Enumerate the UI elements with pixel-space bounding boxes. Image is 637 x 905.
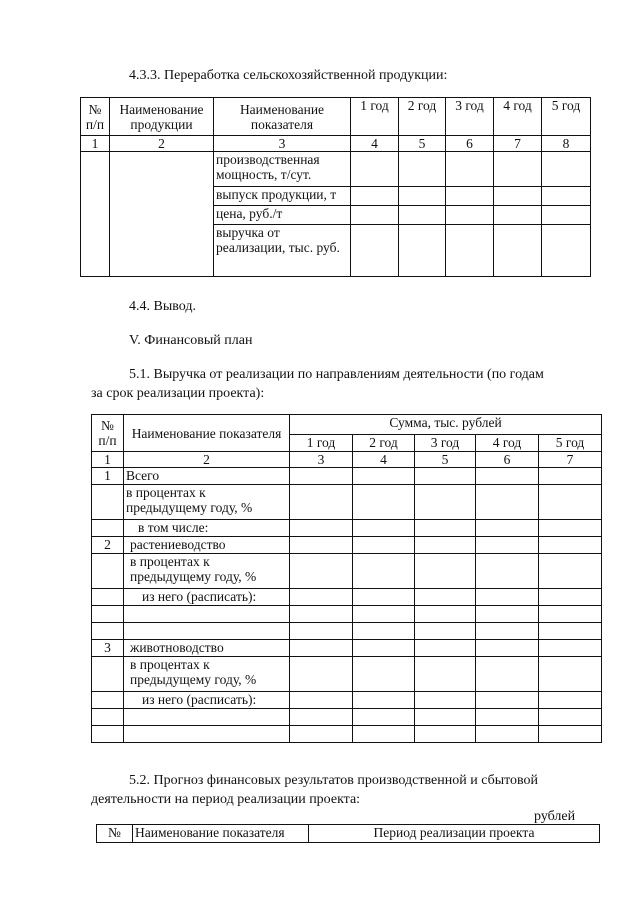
col-header-year-5: 5 год [539, 435, 602, 452]
table-row [92, 520, 602, 537]
indicator-label: выпуск продукции, т [214, 187, 351, 206]
table-cell [539, 692, 602, 709]
table-cell [476, 520, 539, 537]
table-cell [290, 589, 353, 606]
col-header-year-4: 4 год [494, 98, 542, 136]
table-row [92, 709, 602, 726]
col-number: 1 [81, 136, 110, 152]
table-cell [353, 726, 415, 743]
col-number: 5 [415, 452, 476, 468]
table-cell [353, 692, 415, 709]
col-header-year-2: 2 год [353, 435, 415, 452]
table-cell [351, 225, 399, 277]
table-cell [539, 520, 602, 537]
col-number: 6 [476, 452, 539, 468]
table-row [92, 726, 602, 743]
table-cell [290, 657, 353, 692]
row-label [124, 606, 290, 623]
col-header-indicator: Наименование показателя [133, 825, 309, 843]
table-row [92, 468, 602, 485]
section-433-heading: 4.3.3. Переработка сельскохозяйственной продукции: [129, 68, 448, 83]
table-cell [290, 520, 353, 537]
table-cell [290, 537, 353, 554]
table-cell [539, 623, 602, 640]
table-cell [415, 726, 476, 743]
table-row [92, 554, 602, 589]
col-header-year-1: 1 год [290, 435, 353, 452]
table-cell [290, 623, 353, 640]
row-label: животноводство [124, 640, 290, 657]
col-header-indicator: Наименование показателя [124, 415, 290, 452]
table-cell [290, 726, 353, 743]
row-label: в процентах к предыдущему году, % [124, 554, 290, 589]
col-header-num: № [97, 825, 133, 843]
table-cell [446, 206, 494, 225]
row-number [92, 623, 124, 640]
col-header-year-3: 3 год [446, 98, 494, 136]
table-row [92, 606, 602, 623]
table-cell [446, 152, 494, 187]
table-cell [290, 468, 353, 485]
col-header-sum: Сумма, тыс. рублей [290, 415, 602, 435]
table-cell [415, 485, 476, 520]
table-cell [542, 225, 591, 277]
section-51-heading-line1: 5.1. Выручка от реализации по направлениям деятельности (по годам [129, 367, 544, 382]
table-cell [539, 554, 602, 589]
col-header-num: № п/п [81, 98, 110, 136]
table-cell [494, 152, 542, 187]
table-cell [539, 468, 602, 485]
table-cell [476, 726, 539, 743]
col-number: 2 [110, 136, 214, 152]
table-row [92, 485, 602, 520]
table-cell [353, 554, 415, 589]
table-cell [539, 485, 602, 520]
table-cell [351, 152, 399, 187]
table-cell [542, 187, 591, 206]
col-number: 4 [351, 136, 399, 152]
col-header-year-5: 5 год [542, 98, 591, 136]
table-cell [290, 485, 353, 520]
table-cell [415, 554, 476, 589]
table-cell [415, 623, 476, 640]
table-cell [399, 152, 446, 187]
table-cell [476, 657, 539, 692]
section-52-heading-line2: деятельности на период реализации проекта: [91, 792, 361, 807]
row-label [124, 726, 290, 743]
table-cell [415, 589, 476, 606]
indicator-label: цена, руб./т [214, 206, 351, 225]
table-cell [353, 589, 415, 606]
table-cell [353, 640, 415, 657]
table-cell [415, 657, 476, 692]
table-cell [81, 152, 110, 277]
col-header-indicator: Наименование показателя [214, 98, 351, 136]
row-number: 2 [92, 537, 124, 554]
row-label: в процентах к предыдущему году, % [124, 657, 290, 692]
table-cell [290, 554, 353, 589]
table-cell [353, 657, 415, 692]
processing-table [80, 97, 591, 277]
table-cell [399, 225, 446, 277]
table-cell [353, 623, 415, 640]
table-cell [542, 152, 591, 187]
col-number: 8 [542, 136, 591, 152]
table-cell [415, 640, 476, 657]
col-number: 5 [399, 136, 446, 152]
table-cell [353, 485, 415, 520]
table-row [92, 692, 602, 709]
col-number: 7 [494, 136, 542, 152]
row-number [92, 589, 124, 606]
revenue-table [91, 414, 602, 743]
section-52-heading-line1: 5.2. Прогноз финансовых результатов производственной и сбытовой [129, 773, 539, 788]
table-cell [353, 537, 415, 554]
table-cell [494, 187, 542, 206]
table-cell [353, 520, 415, 537]
row-number [92, 485, 124, 520]
table-cell [476, 640, 539, 657]
col-header-year-3: 3 год [415, 435, 476, 452]
table-cell [476, 554, 539, 589]
table-cell [415, 709, 476, 726]
col-number: 3 [214, 136, 351, 152]
col-header-year-2: 2 год [399, 98, 446, 136]
table-cell [476, 485, 539, 520]
table-cell [353, 468, 415, 485]
table-cell [476, 606, 539, 623]
row-number [92, 606, 124, 623]
unit-label: рублей [534, 809, 576, 824]
table-row [92, 537, 602, 554]
forecast-table [96, 824, 600, 843]
table-cell [476, 623, 539, 640]
row-label: в том числе: [124, 520, 290, 537]
table-row [92, 640, 602, 657]
table-cell [351, 206, 399, 225]
row-number [92, 657, 124, 692]
col-header-year-1: 1 год [351, 98, 399, 136]
table-cell [290, 709, 353, 726]
row-label: в процентах к предыдущему году, % [124, 485, 290, 520]
col-header-num: № п/п [92, 415, 124, 452]
table-cell [415, 520, 476, 537]
table-cell [446, 187, 494, 206]
table-cell [290, 692, 353, 709]
col-number: 1 [92, 452, 124, 468]
row-label [124, 623, 290, 640]
row-number [92, 554, 124, 589]
table-cell [415, 606, 476, 623]
indicator-label: производственная мощность, т/сут. [214, 152, 351, 187]
row-label: растениеводство [124, 537, 290, 554]
row-label: из него (расписать): [124, 589, 290, 606]
table-cell [539, 589, 602, 606]
table-row [92, 657, 602, 692]
section-v-heading: V. Финансовый план [129, 333, 253, 348]
col-header-product: Наименование продукции [110, 98, 214, 136]
indicator-label: выручка от реализации, тыс. руб. [214, 225, 351, 277]
col-number: 3 [290, 452, 353, 468]
table-row [92, 589, 602, 606]
row-number [92, 692, 124, 709]
table-cell [110, 152, 214, 277]
col-number: 7 [539, 452, 602, 468]
table-cell [539, 709, 602, 726]
table-row [92, 623, 602, 640]
table-cell [539, 657, 602, 692]
table-cell [539, 537, 602, 554]
table-cell [476, 537, 539, 554]
row-label: Всего [124, 468, 290, 485]
table-cell [415, 468, 476, 485]
table-cell [542, 206, 591, 225]
table-cell [476, 468, 539, 485]
section-44-heading: 4.4. Вывод. [129, 299, 196, 314]
table-cell [446, 225, 494, 277]
table-cell [476, 709, 539, 726]
row-number [92, 709, 124, 726]
col-number: 4 [353, 452, 415, 468]
col-header-year-4: 4 год [476, 435, 539, 452]
table-cell [399, 187, 446, 206]
table-cell [494, 206, 542, 225]
section-51-heading-line2: за срок реализации проекта): [91, 386, 265, 401]
col-header-period: Период реализации проекта [309, 825, 600, 843]
row-label: из него (расписать): [124, 692, 290, 709]
row-number: 3 [92, 640, 124, 657]
table-cell [476, 589, 539, 606]
table-cell [415, 537, 476, 554]
table-cell [494, 225, 542, 277]
table-cell [353, 709, 415, 726]
table-cell [399, 206, 446, 225]
table-cell [476, 692, 539, 709]
row-number [92, 520, 124, 537]
row-label [124, 709, 290, 726]
col-number: 6 [446, 136, 494, 152]
table-cell [351, 187, 399, 206]
table-cell [290, 606, 353, 623]
col-number: 2 [124, 452, 290, 468]
row-number: 1 [92, 468, 124, 485]
table-cell [539, 726, 602, 743]
table-cell [415, 692, 476, 709]
row-number [92, 726, 124, 743]
table-cell [290, 640, 353, 657]
table-cell [539, 640, 602, 657]
table-cell [353, 606, 415, 623]
table-cell [539, 606, 602, 623]
